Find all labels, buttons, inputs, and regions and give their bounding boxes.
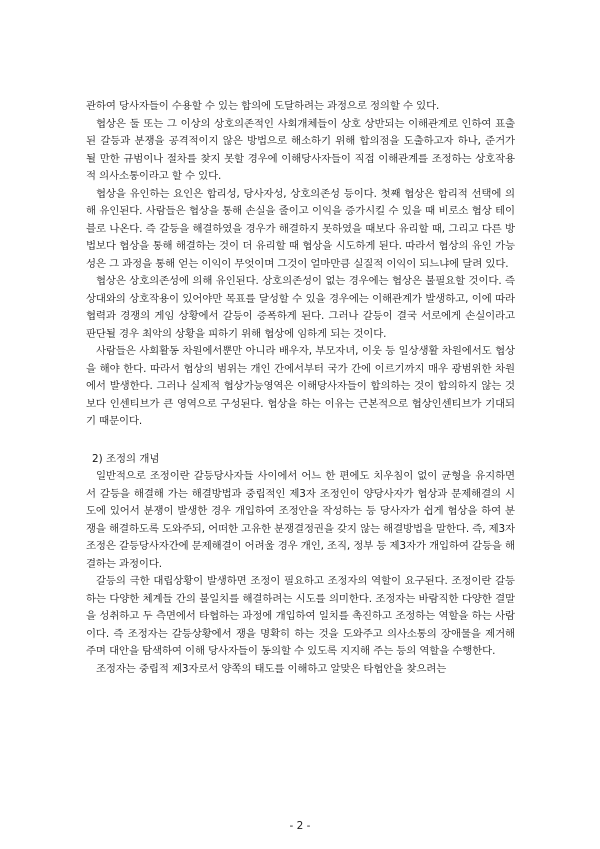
paragraph: 사람들은 사회활동 차원에서뿐만 아니라 배우자, 부모자녀, 이웃 등 일상생활 차원에서도 협상을 해야 한다. 따라서 협상의 범위는 개인 간에서부터 국가 간에 이르기까지 매우 광범위한 차원에서 발생한다. 그러나 실제적 협상가능영역은 이해당사자들이 합의하는 것이 합의하지 않는 것보다 인센티브가 큰 영역으로 구성된다. 협상을 하는 이유는 근본적으로 협상인센티브가 기대되기 때문이다. [86, 345, 515, 427]
page-number: - 2 - [289, 820, 311, 832]
section-heading: 2) 조정의 개념 [92, 452, 160, 465]
document-body [86, 98, 515, 678]
paragraph: 협상을 유인하는 요인은 합리성, 당사자성, 상호의존성 등이다. 첫째 협상은 합리적 선택에 의해 유인된다. 사람들은 협상을 통해 손실을 줄이고 이익을 증가시킬 수 있을 때 비로소 협상 테이블로 나온다. 즉 갈등을 해결하였을 경우가 해결하지 못하였을 때보다 유리할 때, 그리고 다른 방법보다 협상을 통해 해결하는 것이 더 유리할 때 협상을 시도하게 된다. 따라서 협상의 유인 가능성은 그 과정을 통해 얻는 이익이 무엇이며 그것이 얼마만큼 실질적 이익이 되느냐에 달려 있다. [86, 187, 515, 270]
paragraph: 관하여 당사자들이 수용할 수 있는 합의에 도달하려는 과정으로 정의할 수 있다. [86, 100, 440, 112]
paragraph: 협상은 둘 또는 그 이상의 상호의존적인 사회개체들이 상호 상반되는 이해관계로 인하여 표출된 갈등과 분쟁을 공격적이지 않은 방법으로 해소하기 위해 합의점을 도출하고자 하나, 준거가 될 만한 규범이나 절차를 찾지 못할 경우에 이해당사자들이 직접 이해관계를 조정하는 상호작용적 의사소통이라고 할 수 있다. [86, 117, 515, 182]
paragraph: 갈등의 극한 대립상황이 발생하면 조정이 필요하고 조정자의 역할이 요구된다. 조정이란 갈등하는 다양한 체계들 간의 불일치를 해결하려는 시도를 의미한다. 조정자는 바람직한 다양한 결말을 성취하고 두 측면에서 타협하는 과정에 개입하여 일치를 촉진하고 조정하는 역할을 하는 사람이다. 즉 조정자는 갈등상황에서 쟁을 명확히 하는 것을 도와주고 의사소통의 장애물을 제거해 주며 대안을 탐색하여 이해 당사자들이 동의할 수 있도록 지지해 주는 등의 역할을 수행한다. [86, 575, 515, 657]
paragraph: 조정자는 중립적 제3자로서 양쪽의 태도를 이해하고 알맞은 타협안을 찾으려는 [96, 662, 447, 675]
paragraph: 일반적으로 조정이란 갈등당사자들 사이에서 어느 한 편에도 치우침이 없이 균형을 유지하면서 갈등을 해결해 가는 해결방법과 중립적인 제3자 조정인이 양당사자가 협상과 문제해결의 시도에 있어서 분쟁이 발생한 경우 개입하여 조정안을 작성하는 등 당사자가 쉽게 협상을 하여 분쟁을 해결하도록 도와주되, 어떠한 고유한 분쟁결정권을 갖지 않는 해결방법을 말한다. 즉, 제3자 조정은 갈등당사자간에 문제해결이 어려울 경우 개인, 조직, 정부 등 제3자가 개입하여 갈등을 해결하는 과정이다. [86, 470, 515, 570]
paragraph: 협상은 상호의존성에 의해 유인된다. 상호의존성이 없는 경우에는 협상은 불필요할 것이다. 즉 상대와의 상호작용이 있어야만 목표를 달성할 수 있을 경우에는 이해관계가 발생하고, 이에 따라 협력과 경쟁의 게임 상황에서 갈등이 증폭하게 된다. 그러나 갈등이 결국 서로에게 손실이라고 판단될 경우 최악의 상황을 피하기 위해 협상에 임하게 되는 것이다. [86, 275, 515, 340]
